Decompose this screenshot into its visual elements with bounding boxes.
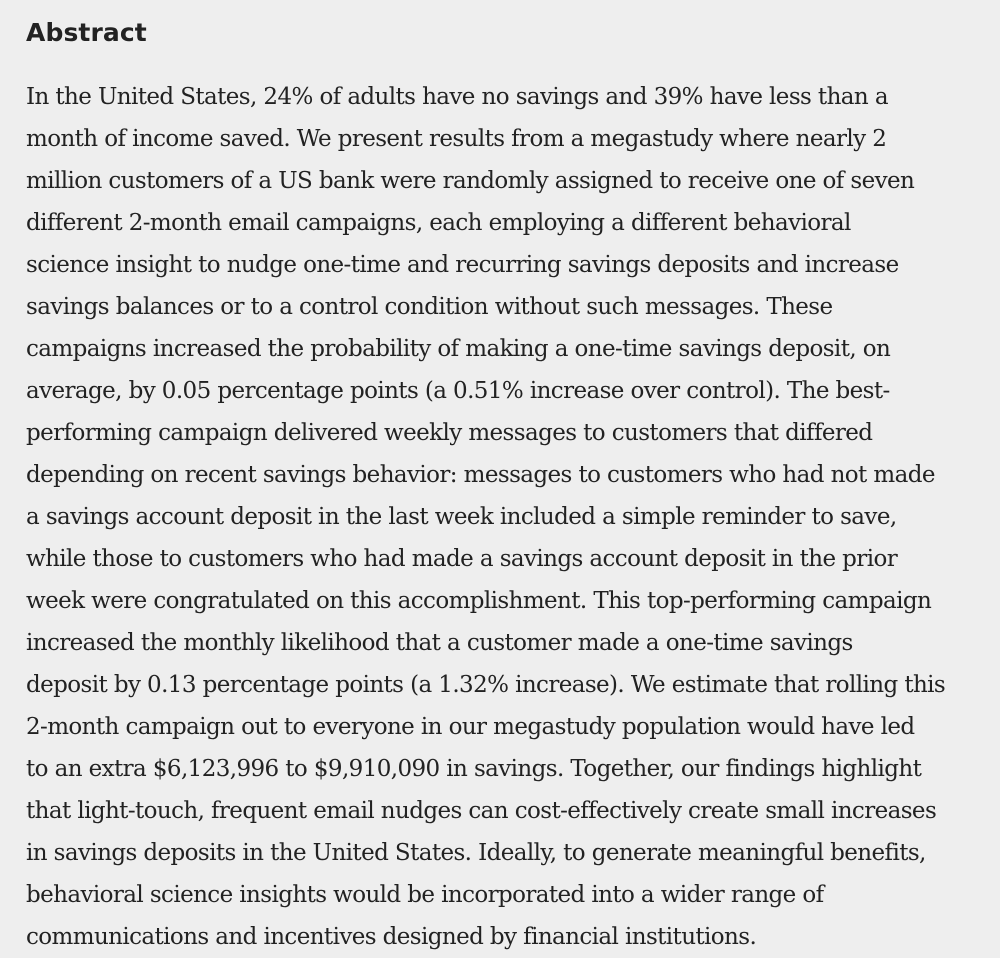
abstract-line: behavioral science insights would be incorporated into a wider range of <box>26 882 824 908</box>
abstract-line: In the United States, 24% of adults have no savings and 39% have less than a <box>26 84 888 110</box>
abstract-line: different 2-month email campaigns, each employing a different behavioral <box>26 210 851 236</box>
abstract-line: average, by 0.05 percentage points (a 0.51% increase over control). The best- <box>26 378 890 404</box>
abstract-line: increased the monthly likelihood that a customer made a one-time savings <box>26 630 853 656</box>
abstract-line: while those to customers who had made a savings account deposit in the prior <box>26 546 898 572</box>
abstract-line: communications and incentives designed by financial institutions. <box>26 924 757 950</box>
abstract-line: science insight to nudge one-time and recurring savings deposits and increase <box>26 252 899 278</box>
abstract-line: a savings account deposit in the last week included a simple reminder to save, <box>26 504 897 530</box>
abstract-line: to an extra $6,123,996 to $9,910,090 in savings. Together, our findings highlight <box>26 756 922 782</box>
abstract-line: month of income saved. We present results from a megastudy where nearly 2 <box>26 126 887 152</box>
abstract-line: deposit by 0.13 percentage points (a 1.32% increase). We estimate that rolling this <box>26 672 946 698</box>
abstract-line: 2-month campaign out to everyone in our megastudy population would have led <box>26 714 915 740</box>
abstract-heading: Abstract <box>26 18 147 47</box>
abstract-line: week were congratulated on this accomplishment. This top-performing campaign <box>26 588 932 614</box>
abstract-line: million customers of a US bank were randomly assigned to receive one of seven <box>26 168 915 194</box>
abstract-line: in savings deposits in the United States. Ideally, to generate meaningful benefits, <box>26 840 926 866</box>
abstract-line: that light-touch, frequent email nudges can cost-effectively create small increases <box>26 798 937 824</box>
abstract-line: performing campaign delivered weekly messages to customers that differed <box>26 420 873 446</box>
abstract-line: savings balances or to a control condition without such messages. These <box>26 294 833 320</box>
abstract-line: campaigns increased the probability of making a one-time savings deposit, on <box>26 336 891 362</box>
abstract-line: depending on recent savings behavior: messages to customers who had not made <box>26 462 935 488</box>
abstract-text <box>26 76 976 958</box>
